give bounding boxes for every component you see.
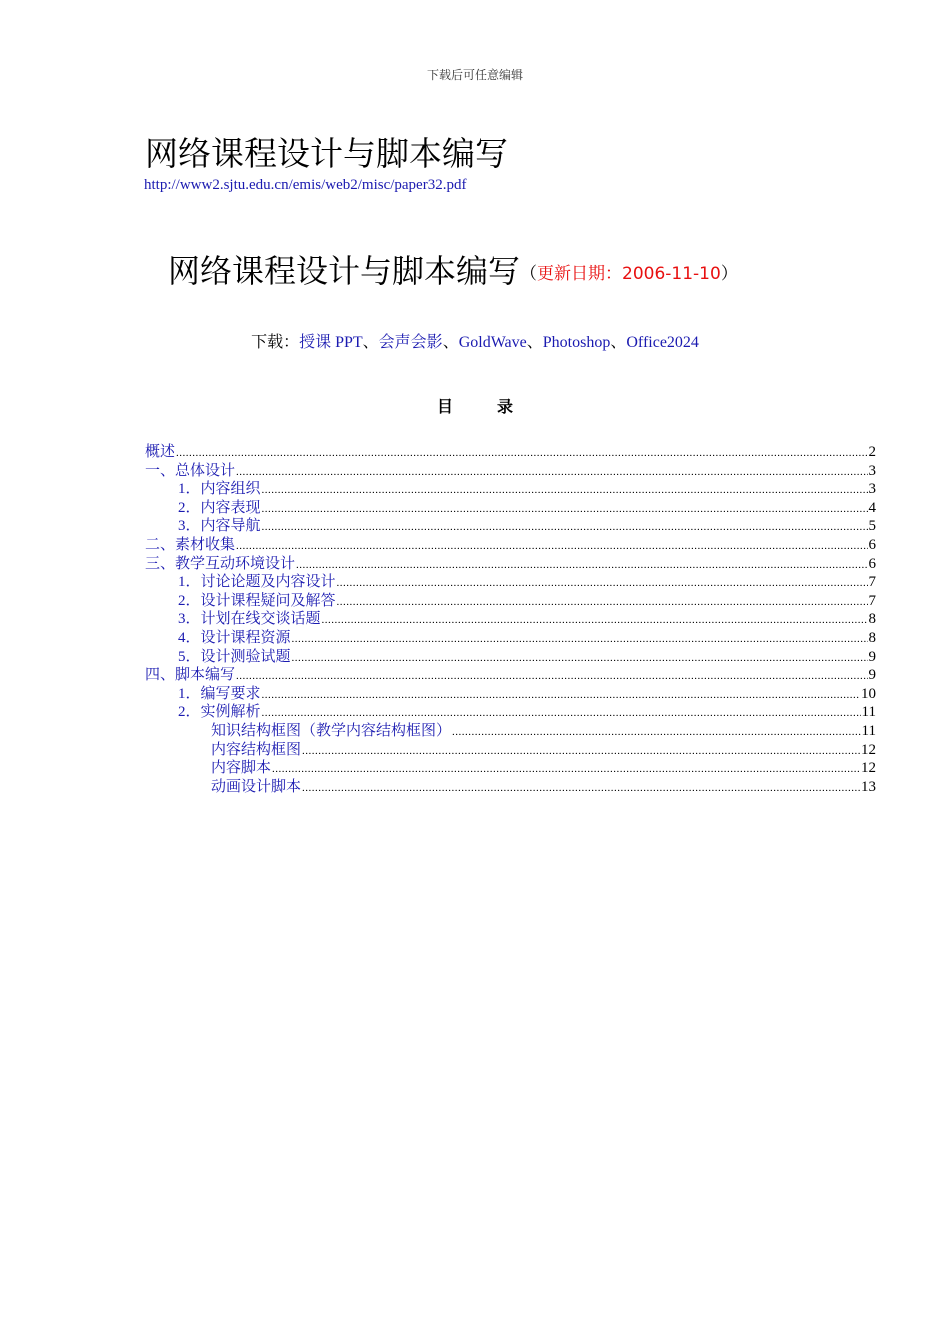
toc-entry-title[interactable]: 5．设计测验试题 [178, 648, 291, 665]
separator: 、 [526, 334, 543, 351]
toc-page-number: 12 [861, 760, 876, 777]
toc-entry[interactable] [145, 443, 876, 462]
toc-entry[interactable] [145, 722, 876, 741]
update-date-note [520, 264, 738, 284]
toc-entry-title[interactable]: 1．讨论论题及内容设计 [178, 574, 336, 591]
download-link-ppt[interactable]: 授课 PPT [299, 334, 363, 351]
toc-dot-leader [322, 611, 868, 630]
toc-entry-title[interactable]: 2．设计课程疑问及解答 [178, 592, 336, 609]
toc-entry-title[interactable]: 3．计划在线交谈话题 [178, 611, 321, 628]
header-note: 下载后可任意编辑 [426, 68, 523, 82]
toc-dot-leader [236, 463, 867, 482]
subtitle-text: 网络课程设计与脚本编写 [168, 252, 521, 290]
separator: 、 [362, 334, 379, 351]
toc-entry[interactable] [145, 648, 876, 667]
source-url-link[interactable]: http://www2.sjtu.edu.cn/emis/web2/misc/paper32.pdf [144, 177, 467, 193]
toc-page-number: 11 [861, 722, 876, 739]
toc-entry-title[interactable]: 三、教学互动环境设计 [145, 555, 296, 572]
toc-dot-leader [262, 500, 868, 519]
toc-entry-title[interactable]: 概述 [145, 444, 176, 460]
download-link-goldwave[interactable]: GoldWave [458, 334, 527, 351]
toc-page-number: 6 [868, 555, 876, 572]
downloads-line [0, 329, 950, 352]
toc-entry-title[interactable]: 内容结构框图 [211, 741, 302, 758]
toc-dot-leader [262, 481, 868, 500]
toc-entry-title[interactable]: 四、脚本编写 [145, 667, 236, 684]
toc-page-number: 10 [861, 685, 876, 702]
separator: 、 [610, 334, 627, 351]
toc-dot-leader [176, 444, 867, 463]
toc-dot-leader [452, 723, 861, 742]
toc-entry-title[interactable]: 内容脚本 [211, 760, 272, 777]
toc-page-number: 3 [868, 481, 876, 498]
document-subtitle [168, 246, 738, 292]
toc-entry[interactable] [145, 573, 876, 592]
toc-entry-title[interactable]: 4．设计课程资源 [178, 629, 291, 646]
toc-entry[interactable] [145, 666, 876, 685]
toc-dot-leader [296, 556, 867, 575]
toc-entry[interactable] [145, 629, 876, 648]
toc-entry-title[interactable]: 动画设计脚本 [211, 778, 302, 795]
download-link-office[interactable]: Office2024 [626, 334, 699, 351]
toc-dot-leader [302, 779, 860, 798]
toc-page-number: 9 [868, 667, 876, 684]
toc-heading-char: 录 [497, 397, 514, 416]
toc-entry[interactable] [145, 462, 876, 481]
toc-page-number: 3 [868, 462, 876, 479]
toc-entry[interactable] [145, 685, 876, 704]
toc-dot-leader [337, 593, 868, 612]
toc-entry[interactable] [145, 536, 876, 555]
toc-page-number: 8 [868, 611, 876, 628]
toc-heading [0, 394, 950, 417]
toc-dot-leader [337, 574, 868, 593]
toc-page-number: 4 [868, 499, 876, 516]
toc-entry[interactable] [145, 703, 876, 722]
paren-close: ） [720, 264, 738, 284]
toc-entry[interactable] [145, 480, 876, 499]
toc-page-number: 9 [868, 648, 876, 665]
toc-page-number: 7 [868, 574, 876, 591]
toc-dot-leader [262, 518, 868, 537]
toc-page-number: 8 [868, 629, 876, 646]
toc-page-number: 12 [861, 741, 876, 758]
toc-page-number: 6 [868, 536, 876, 553]
update-date: 2006-11-10 [622, 264, 721, 284]
toc-dot-leader [302, 742, 860, 761]
toc-entry-title[interactable]: 1．编写要求 [178, 685, 261, 702]
toc-entry[interactable] [145, 499, 876, 518]
toc-entry-title[interactable]: 二、素材收集 [145, 536, 236, 553]
table-of-contents [145, 443, 876, 796]
paren-open: （ [520, 264, 538, 284]
toc-dot-leader [272, 760, 860, 779]
toc-dot-leader [262, 704, 861, 723]
toc-dot-leader [292, 649, 868, 668]
toc-dot-leader [292, 630, 868, 649]
toc-entry-title[interactable]: 3．内容导航 [178, 518, 261, 535]
toc-entry-title[interactable]: 1．内容组织 [178, 481, 261, 498]
toc-page-number: 5 [868, 518, 876, 535]
toc-entry[interactable] [145, 759, 876, 778]
toc-entry[interactable] [145, 555, 876, 574]
toc-entry[interactable] [145, 778, 876, 797]
toc-entry-title[interactable]: 一、总体设计 [145, 462, 236, 479]
toc-page-number: 13 [861, 778, 876, 795]
toc-heading-char: 目 [436, 397, 453, 416]
toc-entry-title[interactable]: 2．实例解析 [178, 704, 261, 721]
toc-dot-leader [236, 537, 867, 556]
update-label: 更新日期： [537, 264, 623, 284]
toc-entry-title[interactable]: 知识结构框图（教学内容结构框图） [211, 722, 452, 739]
download-link-photoshop[interactable]: Photoshop [542, 334, 611, 351]
toc-entry[interactable] [145, 592, 876, 611]
toc-page-number: 7 [868, 592, 876, 609]
toc-page-number: 11 [861, 704, 876, 721]
toc-entry-title[interactable]: 2．内容表现 [178, 499, 261, 516]
toc-dot-leader [236, 667, 867, 686]
download-link-huishengjuying[interactable]: 会声会影 [378, 334, 443, 351]
downloads-label: 下载： [251, 334, 300, 351]
toc-entry[interactable] [145, 741, 876, 760]
separator: 、 [442, 334, 459, 351]
toc-page-number: 2 [868, 444, 876, 460]
toc-entry[interactable] [145, 610, 876, 629]
toc-dot-leader [262, 686, 860, 705]
toc-entry[interactable] [145, 517, 876, 536]
page-title: 网络课程设计与脚本编写 [145, 134, 508, 173]
